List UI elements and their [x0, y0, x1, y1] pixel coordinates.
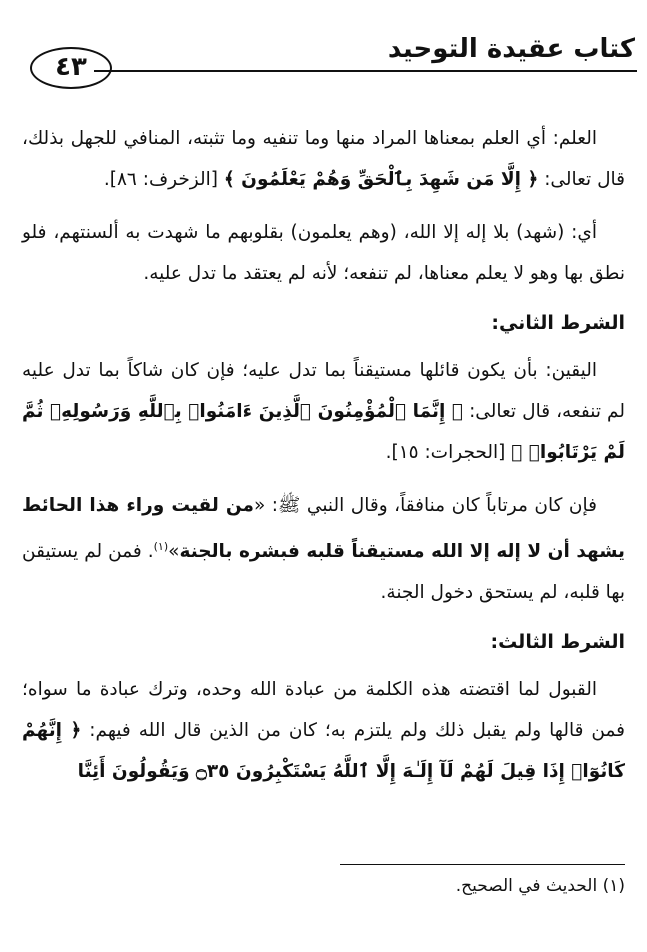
- paragraph-knowledge: [22, 118, 625, 200]
- footnote-marker[interactable]: (١): [153, 540, 169, 553]
- paragraph-explanation: [22, 212, 625, 294]
- quote-close: »: [168, 541, 180, 563]
- page-header: [12, 34, 637, 90]
- footnote: (١) الحديث في الصحيح.: [455, 876, 625, 896]
- paragraph-text: اليقين: بأن يكون قائلها مستيقناً بما تدل عليه؛ فإن كان شاكاً بما تدل عليه لم تنفعه، قال تعالى:: [22, 360, 625, 422]
- surah-reference: [الحجرات: ١٥].: [385, 442, 506, 463]
- paragraph-text: أي: (شهد) بلا إله إلا الله، (وهم يعلمون) بقلوبهم ما شهدت به ألسنتهم، فلو نطق بها وهو لا يعلم معناها، لم تنفعه؛ لأنه لم يعتقد ما تدل عليه.: [22, 222, 625, 284]
- paragraph-hadith: [22, 485, 625, 613]
- quran-verse: ﴿ إِنَّهُمْ كَانُوٓا۟ إِذَا قِيلَ لَهُمْ لَآ إِلَـٰهَ إِلَّا ٱللَّهُ يَسْتَكْبِرُونَ ۝٣٥ وَيَقُولُونَ أَئِنَّا: [22, 720, 625, 783]
- page-body: [22, 118, 625, 804]
- hadith-text: من لقيت وراء هذا الحائط يشهد أن لا إله إلا الله مستيقناً قلبه فبشره بالجنة: [22, 495, 625, 563]
- footnote-rule: [340, 864, 625, 865]
- book-title: كتاب عقيدة التوحيد: [387, 34, 635, 64]
- page-number: ٤٣: [30, 47, 112, 89]
- surah-reference: [الزخرف: ٨٦].: [103, 169, 219, 190]
- paragraph-acceptance: [22, 669, 625, 792]
- quran-verse: ﴿ إِلَّا مَن شَهِدَ بِٱلْحَقِّ وَهُمْ يَعْلَمُونَ ﴾: [223, 169, 539, 190]
- heading-third-condition: الشرط الثالث:: [490, 631, 625, 654]
- paragraph-text: . فمن لم يستيقن بها قلبه، لم يستحق دخول الجنة.: [22, 541, 625, 604]
- paragraph-certainty: [22, 350, 625, 473]
- paragraph-text: فإن كان مرتاباً كان منافقاً، وقال النبي ﷺ: «: [253, 495, 597, 516]
- header-rule: [94, 70, 637, 72]
- term-label: العلم: [558, 128, 597, 149]
- paragraph-text: : أي العلم بمعناها المراد منها وما تنفيه وما تثبته، المنافي للجهل بذلك، قال تعالى:: [22, 128, 625, 190]
- paragraph-text: القبول لما اقتضته هذه الكلمة من عبادة الله وحده، وترك عبادة ما سواه؛ فمن قالها ولم يقبل ذلك ولم يلتزم به؛ كان من الذين قال الله فيهم:: [22, 679, 625, 742]
- heading-second-condition: الشرط الثاني:: [491, 312, 625, 334]
- quran-verse: ﴿ إِنَّمَا ٱلْمُؤْمِنُونَ ٱلَّذِينَ ءَامَنُوا۟ بِٱللَّهِ وَرَسُولِهِۦ ثُمَّ لَمْ يَرْتَابُوا۟ ﴾: [22, 401, 625, 463]
